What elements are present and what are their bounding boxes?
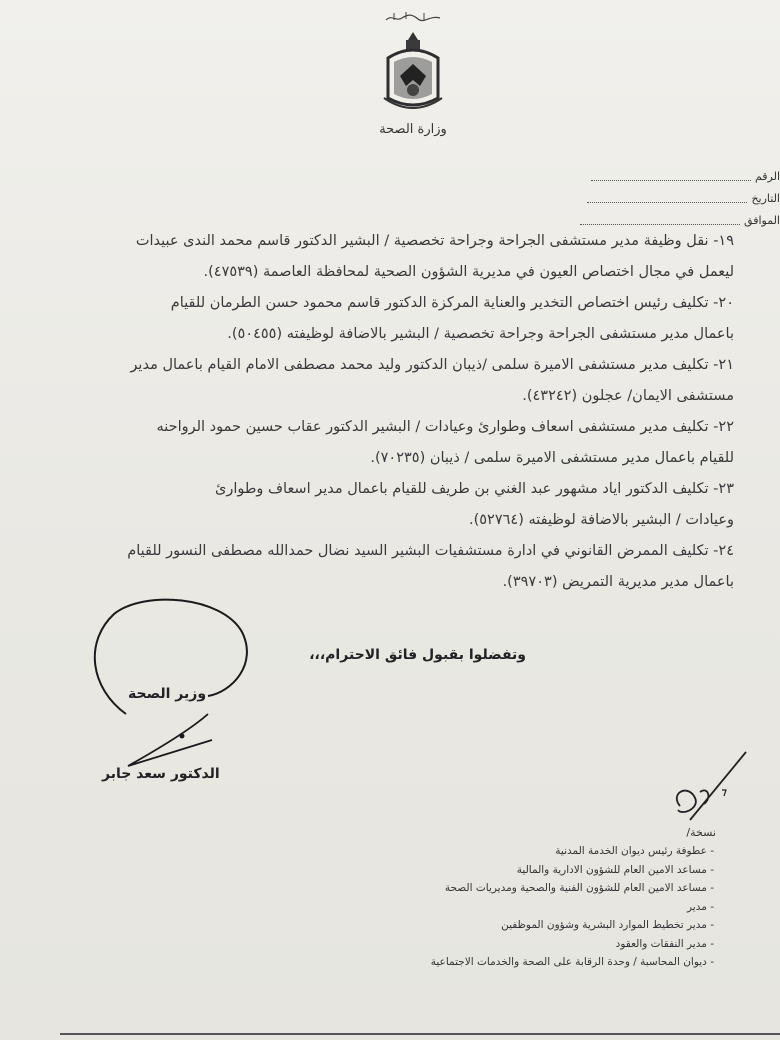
list-item: - مساعد الامين العام للشؤون الادارية والمالية (354, 861, 714, 880)
date-label: التاريخ (751, 192, 780, 205)
ministry-name: وزارة الصحة (379, 122, 447, 137)
coat-of-arms-icon (378, 28, 448, 116)
signature-loop (82, 592, 252, 722)
letterhead-crest (372, 10, 454, 140)
list-item: ٢١- تكليف مدير مستشفى الاميرة سلمى /ذيبان الدكتور وليد محمد مصطفى الامام القيام باعمال مدير مستشفى الايمان/ عجلون (٤٣٢٤٢). (130, 357, 734, 404)
ref-number-line (591, 170, 780, 183)
hijri-date-label: الموافق (744, 214, 780, 227)
list-item: - مدير تخطيط الموارد البشرية وشؤون الموظفين (354, 916, 714, 935)
signature-stroke (120, 710, 220, 770)
list-item: - مدير (354, 898, 714, 917)
ref-number-label: الرقم (754, 170, 780, 183)
list-item: ٢٤- تكليف الممرض القانوني في ادارة مستشفيات البشير السيد نضال حمدالله مصطفى النسور للقيام باعمال مدير مديرية التمريض (٣٩٧٠٣). (127, 543, 734, 590)
list-item: ٢٢- تكليف مدير مستشفى اسعاف وطوارئ وعيادات / البشير الدكتور عقاب حسين حمود الرواحنه للقيام باعمال مدير مستشفى الاميرة سلمى / ذيبان (٧٠٢٣٥). (156, 419, 734, 466)
page-edge (60, 1033, 780, 1035)
list-item: ٢٣- تكليف الدكتور اياد مشهور عبد الغني بن طريف للقيام باعمال مدير اسعاف وطوارئ وعيادات / البشير بالاضافة لوظيفته (٥٢٧٦٤). (214, 481, 734, 528)
copies-list (354, 842, 714, 972)
signatory-name: الدكتور سعد جابر (102, 766, 220, 782)
list-item: - مدير النفقات والعقود (354, 935, 714, 954)
letter-body (74, 226, 734, 598)
list-item: ١٩- نقل وظيفة مدير مستشفى الجراحة وجراحة تخصصية / البشير الدكتور قاسم محمد الندى عبيدات ليعمل في مجال اختصاص العيون في مديرية الشؤون الصحية لمحافظة العاصمة (٤٧٥٣٩). (135, 233, 734, 280)
list-item: - مساعد الامين العام للشؤون الفنية والصحية ومديريات الصحة (354, 879, 714, 898)
list-item: - عطوفة رئيس ديوان الخدمة المدنية (354, 842, 714, 861)
motto-calligraphy (384, 10, 442, 24)
copies-label: نسخة/ (686, 826, 716, 839)
list-item: - ديوان المحاسبة / وحدة الرقابة على الصحة والخدمات الاجتماعية (354, 953, 714, 972)
date-line (587, 192, 780, 205)
signatory-title: وزير الصحة (128, 686, 207, 702)
closing-salutation: وتفضلوا بقبول فائق الاحترام،،، (309, 647, 526, 663)
list-item: ٢٠- تكليف رئيس اختصاص التخدير والعناية المركزة الدكتور قاسم محمود حسن الطرمان للقيام باعمال مدير مستشفى الجراحة وجراحة تخصصية / البشير بالاضافة لوظيفته (٥٠٤٥٥). (170, 295, 734, 342)
initials-signature (660, 750, 750, 830)
